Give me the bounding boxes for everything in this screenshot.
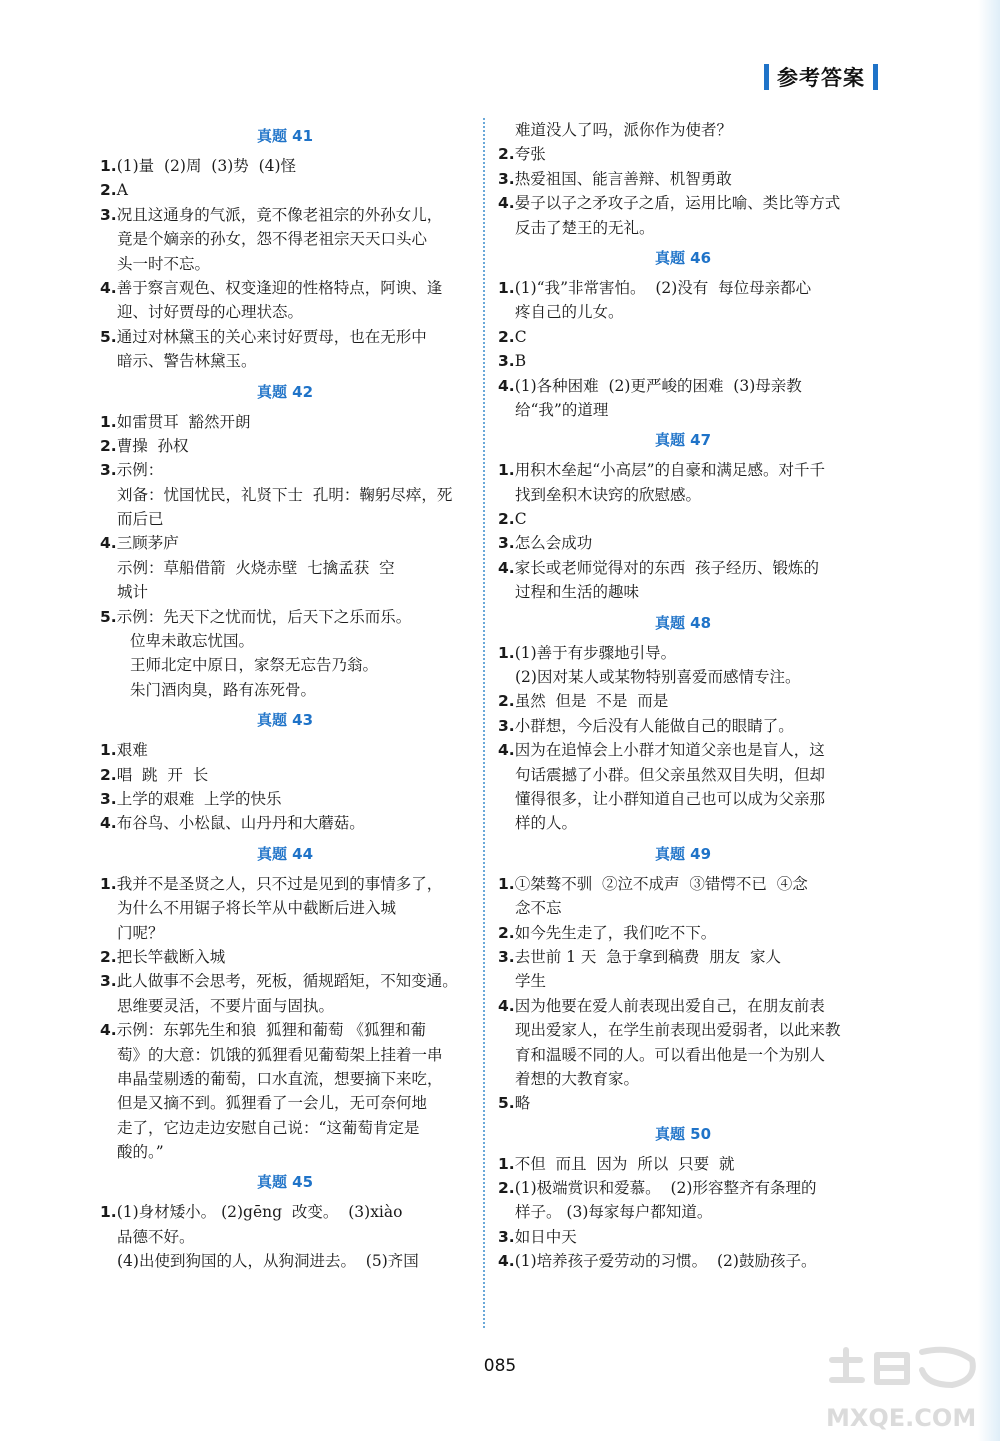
answer-text: 酸的。” (117, 1143, 164, 1162)
answer-continuation (100, 556, 470, 580)
answer-text: 而后已 (117, 510, 164, 529)
answer-text: 晏子以子之矛攻子之盾，运用比喻、类比等方式 (514, 194, 841, 213)
answer-text: 萄》的大意：饥饿的狐狸看见葡萄架上挂着一串 (117, 1045, 443, 1064)
answer-number: 2. (498, 1179, 515, 1198)
answer-number: 4. (100, 1021, 117, 1040)
answer-number: 5. (100, 607, 117, 626)
answer-text: 难道没人了吗，派你作为使者？ (515, 121, 733, 139)
answer-continuation (100, 1091, 470, 1115)
answer-item (498, 641, 868, 665)
answer-number: 4. (498, 996, 515, 1015)
answer-number: 3. (498, 169, 515, 188)
answer-text: (1)量 (2)周 (3)势 (4)怪 (116, 157, 297, 175)
answer-number: 5. (498, 1094, 515, 1113)
answer-text: 走了，它边走边安慰自己说：“这葡萄肯定是 (117, 1118, 420, 1137)
answer-text: 不但 而且 因为 所以 只要 就 (514, 1154, 735, 1173)
answer-item (498, 1176, 868, 1200)
answer-text: 我并不是圣贤之人，只不过是见到的事情多了， (116, 874, 443, 893)
answer-number: 5. (100, 327, 117, 346)
answer-text: 给“我”的道理 (515, 400, 609, 419)
answer-text: 门呢？ (117, 923, 164, 942)
answer-text: 反击了楚王的无礼。 (515, 218, 655, 237)
answer-number: 3. (100, 789, 117, 808)
answer-continuation (498, 483, 868, 507)
answer-text: 学生 (515, 972, 547, 991)
answer-continuation (100, 580, 470, 604)
answer-continuation (100, 921, 470, 945)
answer-continuation (498, 1018, 868, 1042)
answer-text: (1)身材矮小。 (2)gēng 改变。 (3)xiào (116, 1203, 403, 1222)
answer-text: (1)各种困难 (2)更严峻的困难 (3)母亲教 (514, 376, 802, 395)
answer-item (498, 1091, 868, 1115)
column-divider (483, 118, 485, 1328)
answer-number: 4. (498, 376, 515, 395)
answer-number: 1. (100, 741, 117, 760)
right-column (498, 118, 868, 1274)
answer-number: 1. (100, 1203, 117, 1222)
answer-number: 4. (100, 814, 117, 833)
answer-text: (1)善于有步骤地引导。 (514, 643, 677, 662)
answer-continuation (498, 763, 868, 787)
answer-item (100, 178, 470, 202)
answer-number: 2. (498, 327, 515, 346)
question-heading: 真题 43 (256, 711, 314, 730)
answer-item (100, 410, 470, 434)
answer-item (498, 689, 868, 713)
answer-number: 2. (498, 923, 515, 942)
answer-text: 找到垒积木诀窍的欣慰感。 (515, 485, 702, 504)
answer-item (100, 458, 470, 482)
answer-number: 1. (100, 874, 117, 893)
answer-number: 3. (498, 534, 515, 553)
answer-text: 略 (514, 1094, 531, 1113)
answer-text: 因为他要在爱人前表现出爱自己，在朋友前表 (514, 996, 825, 1015)
header-bar-left (764, 64, 769, 90)
answer-continuation (498, 896, 868, 920)
answer-number: 3. (100, 461, 117, 480)
answer-text: 如日中天 (514, 1227, 577, 1246)
answer-continuation (100, 1225, 470, 1249)
page-number: 085 (483, 1356, 517, 1376)
answer-text: 善于察言观色、权变逢迎的性格特点，阿谀、逢 (116, 278, 443, 297)
answer-continuation (100, 896, 470, 920)
answer-item (498, 872, 868, 896)
answer-text: 迎、讨好贾母的心理状态。 (117, 303, 304, 322)
answer-text: 家长或老师觉得对的东西 孩子经历、锻炼的 (514, 558, 820, 577)
answer-item (498, 738, 868, 762)
answer-item (100, 434, 470, 458)
answer-continuation (498, 811, 868, 835)
answer-text: C (514, 510, 527, 529)
question-heading: 真题 46 (654, 248, 712, 267)
question-heading: 真题 41 (256, 127, 314, 145)
answer-text: 虽然 但是 不是 而是 (514, 692, 669, 711)
answer-continuation (100, 629, 470, 653)
answer-text: 位卑未敢忘忧国。 (130, 632, 255, 651)
answer-continuation (498, 1200, 868, 1224)
answer-number: 1. (498, 278, 515, 297)
answer-number: 1. (100, 157, 117, 175)
svg-text:MXQE.COM: MXQE.COM (826, 1404, 977, 1432)
left-column (100, 118, 470, 1274)
header-bar-right (873, 64, 878, 90)
answer-item (498, 714, 868, 738)
answer-item (498, 142, 868, 166)
answer-number: 4. (498, 194, 515, 213)
answer-item (498, 507, 868, 531)
answer-text: (1)培养孩子爱劳动的习惯。 (2)鼓励孩子。 (514, 1252, 817, 1271)
answer-number: 1. (498, 643, 515, 662)
answer-continuation (498, 1067, 868, 1091)
answer-number: 1. (498, 874, 515, 893)
answer-item (100, 969, 470, 993)
answer-item (498, 531, 868, 555)
answer-item (100, 605, 470, 629)
answer-item (100, 276, 470, 300)
answer-item (498, 374, 868, 398)
answer-text: 示例： (116, 461, 164, 480)
answer-text: 用积木垒起“小高层”的自豪和满足感。对千千 (514, 461, 826, 480)
question-heading: 真题 45 (256, 1173, 314, 1192)
answer-number: 3. (498, 352, 515, 371)
answer-continuation (100, 678, 470, 702)
answer-text: 育和温暖不同的人。可以看出他是一个为别人 (515, 1045, 826, 1064)
answer-item (498, 167, 868, 191)
answer-number: 3. (498, 947, 515, 966)
answer-number: 2. (100, 947, 117, 966)
answer-text: B (514, 352, 527, 371)
answer-text: 小群想，今后没有人能做自己的眼睛了。 (514, 716, 794, 735)
answer-item (100, 203, 470, 227)
question-heading: 真题 47 (654, 431, 712, 450)
answer-continuation (498, 118, 868, 142)
answer-text: 把长竿截断入城 (116, 947, 226, 966)
answer-number: 2. (498, 510, 515, 529)
answer-item (498, 325, 868, 349)
answer-continuation (100, 252, 470, 276)
answer-continuation (100, 300, 470, 324)
answer-text: 头一时不忘。 (117, 254, 211, 273)
answer-text: (2)因对某人或某物特别喜爱而感情专注。 (515, 668, 801, 687)
answer-text: 曹操 孙权 (116, 436, 189, 455)
question-heading: 真题 50 (654, 1124, 712, 1143)
answer-text: 艰难 (116, 741, 148, 760)
answer-text: 过程和生活的趣味 (515, 583, 640, 602)
answer-item (100, 763, 470, 787)
answer-item (100, 872, 470, 896)
answer-text: 怎么会成功 (514, 534, 593, 553)
answer-text: 暗示、警告林黛玉。 (117, 352, 257, 371)
answer-number: 2. (498, 145, 515, 164)
question-heading: 真题 44 (256, 844, 314, 863)
watermark-logo (822, 1340, 982, 1435)
question-heading: 真题 49 (654, 844, 712, 863)
answer-text: 疼自己的儿女。 (515, 303, 624, 322)
answer-text: C (514, 327, 527, 346)
answer-text: 三顾茅庐 (116, 534, 179, 553)
answer-text: 刘备：忧国忧民，礼贤下士 孔明：鞠躬尽瘁，死 (117, 485, 453, 504)
answer-text: 此人做事不会思考，死板，循规蹈矩，不知变通。 (116, 972, 458, 991)
answer-item (100, 738, 470, 762)
answer-continuation (498, 969, 868, 993)
answer-text: 懂得很多，让小群知道自己也可以成为父亲那 (515, 789, 826, 808)
answer-item (498, 1225, 868, 1249)
answer-item (498, 191, 868, 215)
answer-text: 去世前 1 天 急于拿到稿费 朋友 家人 (514, 947, 781, 966)
answer-continuation (100, 653, 470, 677)
answer-item (498, 276, 868, 300)
answer-text: (1)“我”非常害怕。 (2)没有 每位母亲都心 (514, 278, 812, 297)
answer-text: 热爱祖国、能言善辩、机智勇敢 (514, 169, 732, 188)
answer-text: (1)极端赏识和爱慕。 (2)形容整齐有条理的 (514, 1179, 817, 1198)
answer-text: 思维要灵活，不要片面与固执。 (117, 996, 335, 1015)
answer-number: 4. (100, 534, 117, 553)
answer-continuation (100, 1249, 470, 1273)
answer-continuation (100, 483, 470, 507)
answer-continuation (498, 398, 868, 422)
answer-text: 唱 跳 开 长 (116, 765, 209, 784)
answer-text: 样子。 (3)每家每户都知道。 (515, 1203, 713, 1222)
answer-item (498, 994, 868, 1018)
answer-item (498, 349, 868, 373)
answer-text: 王师北定中原日，家祭无忘告乃翁。 (130, 656, 379, 675)
answer-number: 4. (498, 1252, 515, 1271)
answer-item (100, 154, 470, 178)
answer-text: 上学的艰难 上学的快乐 (116, 789, 282, 808)
answer-number: 1. (498, 461, 515, 480)
answer-text: 朱门酒肉臭，路有冻死骨。 (130, 680, 317, 699)
answer-text: ①桀骜不驯 ②泣不成声 ③错愕不已 ④念 (514, 874, 808, 893)
answer-item (100, 945, 470, 969)
answer-text: 通过对林黛玉的关心来讨好贾母，也在无形中 (116, 327, 427, 346)
answer-number: 3. (498, 1227, 515, 1246)
answer-number: 3. (100, 972, 117, 991)
answer-continuation (498, 580, 868, 604)
answer-number: 4. (100, 278, 117, 297)
answer-number: 4. (498, 558, 515, 577)
header-title: 参考答案 (777, 66, 865, 90)
answer-item (498, 1249, 868, 1273)
answer-number: 2. (100, 181, 117, 200)
answer-item (100, 811, 470, 835)
page-edge-shade (978, 0, 1000, 1441)
answer-text: 布谷鸟、小松鼠、山丹丹和大蘑菇。 (116, 814, 365, 833)
answer-text: (4)出使到狗国的人，从狗洞进去。 (5)齐国 (117, 1252, 419, 1271)
answer-text: 如今先生走了，我们吃不下。 (514, 923, 717, 942)
answer-number: 2. (100, 436, 117, 455)
answer-text: 因为在追悼会上小群才知道父亲也是盲人，这 (514, 741, 825, 760)
answer-number: 1. (498, 1154, 515, 1173)
answer-continuation (100, 1043, 470, 1067)
question-heading: 真题 48 (654, 613, 712, 632)
answer-text: 夸张 (514, 145, 546, 164)
question-heading: 真题 42 (256, 382, 314, 401)
answer-text: 示例：先天下之忧而忧，后天下之乐而乐。 (116, 607, 412, 626)
answer-item (498, 945, 868, 969)
answer-continuation (100, 1140, 470, 1164)
answer-text: 但是又摘不到。狐狸看了一会儿，无可奈何地 (117, 1094, 428, 1113)
answer-item (498, 921, 868, 945)
answer-text: 样的人。 (515, 814, 578, 833)
answer-number: 2. (100, 765, 117, 784)
answer-text: A (116, 181, 128, 200)
answer-item (100, 325, 470, 349)
answer-text: 示例：草船借箭 火烧赤壁 七擒孟获 空 (117, 558, 395, 577)
answer-text: 示例：东郭先生和狼 狐狸和葡萄 《狐狸和葡 (116, 1021, 426, 1040)
answer-continuation (498, 1043, 868, 1067)
answer-text: 句话震撼了小群。但父亲虽然双目失明，但却 (515, 765, 826, 784)
answer-item (100, 787, 470, 811)
answer-text: 况且这通身的气派，竟不像老祖宗的外孙女儿， (116, 205, 443, 224)
answer-number: 3. (498, 716, 515, 735)
answer-continuation (498, 216, 868, 240)
answer-continuation (498, 787, 868, 811)
answer-continuation (100, 227, 470, 251)
answer-number: 3. (100, 205, 117, 224)
answer-text: 如雷贯耳 豁然开朗 (116, 412, 251, 431)
header-tag (764, 62, 878, 92)
answer-number: 1. (100, 412, 117, 431)
answer-continuation (100, 994, 470, 1018)
answer-item (100, 1018, 470, 1042)
answer-number: 2. (498, 692, 515, 711)
answer-item (100, 1200, 470, 1224)
answer-continuation (498, 300, 868, 324)
answer-item (498, 556, 868, 580)
answer-continuation (100, 349, 470, 373)
answer-continuation (498, 665, 868, 689)
answer-continuation (100, 1116, 470, 1140)
answer-text: 念不忘 (515, 899, 562, 918)
answer-continuation (100, 507, 470, 531)
answer-continuation (100, 1067, 470, 1091)
answer-item (498, 1152, 868, 1176)
answer-text: 为什么不用锯子将长竿从中截断后进入城 (117, 899, 397, 918)
answer-text: 现出爱家人，在学生前表现出爱弱者，以此来教 (515, 1021, 841, 1040)
answer-text: 串晶莹剔透的葡萄，口水直流，想要摘下来吃， (117, 1069, 443, 1088)
answer-text: 着想的大教育家。 (515, 1069, 640, 1088)
answer-text: 品德不好。 (117, 1227, 195, 1246)
answer-text: 城计 (117, 583, 149, 602)
answer-text: 竟是个嫡亲的孙女，怨不得老祖宗天天口头心 (117, 230, 428, 249)
answer-item (498, 458, 868, 482)
answer-number: 4. (498, 741, 515, 760)
answer-item (100, 531, 470, 555)
